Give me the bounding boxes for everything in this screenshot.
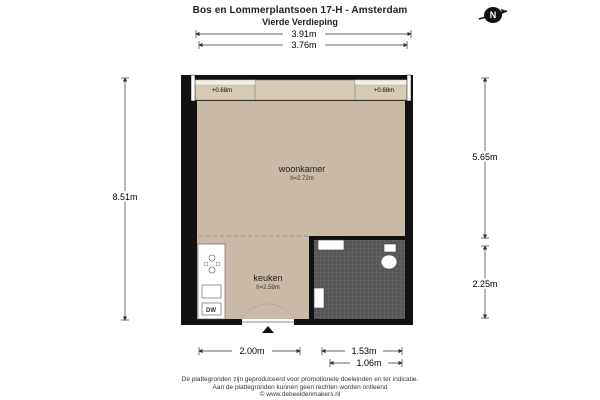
- dimension-bottom-right: 1.06m: [356, 358, 382, 368]
- dimension-top-inner: 3.76m: [291, 40, 317, 50]
- page-title: Bos en Lommerplantsoen 17-H - Amsterdam: [192, 5, 408, 16]
- copyright-line: © www.debeeldenmakers.nl: [259, 391, 341, 398]
- dimension-left-total: 8.51m: [112, 192, 138, 202]
- compass-letter: N: [489, 10, 497, 20]
- kitchen-counter: [198, 244, 225, 319]
- sink-icon: [318, 240, 344, 250]
- dimension-bottom-mid: 1.53m: [351, 346, 377, 356]
- disclaimer-line-2: Aan de plattegronden kunnen geen rechten worden ontleend: [212, 383, 388, 391]
- disclaimer-line-1: De plattegronden zijn geproduceerd voor promotionele doeleinden en ter indicatie.: [181, 376, 419, 383]
- kitchen-name: keuken: [253, 273, 283, 283]
- living-room-name: woonkamer: [278, 164, 326, 174]
- entrance-arrow-icon: [262, 326, 274, 333]
- toilet-icon: [381, 255, 397, 269]
- living-room-height: h=2.72m: [290, 176, 314, 182]
- bottom-dimensions: [199, 345, 402, 368]
- kitchen-height: h=2.59m: [256, 285, 280, 291]
- disclaimer-footer: [0, 376, 600, 399]
- dimension-bottom-left: 2.00m: [239, 346, 265, 356]
- left-dimension: [104, 78, 146, 320]
- washing-machine-icon: [314, 288, 324, 308]
- right-dimensions: [464, 78, 506, 318]
- balcony-left-label: +0.68m: [211, 88, 233, 94]
- floor-subtitle: Vierde Verdieping: [262, 17, 338, 27]
- top-dimensions: [196, 28, 411, 50]
- dimension-right-lower: 2.25m: [472, 279, 498, 289]
- balcony-right-label: +0.68m: [373, 88, 395, 94]
- dishwasher-icon: DW: [206, 308, 216, 314]
- dimension-top-outer: 3.91m: [291, 29, 317, 39]
- dimension-right-upper: 5.65m: [472, 152, 498, 162]
